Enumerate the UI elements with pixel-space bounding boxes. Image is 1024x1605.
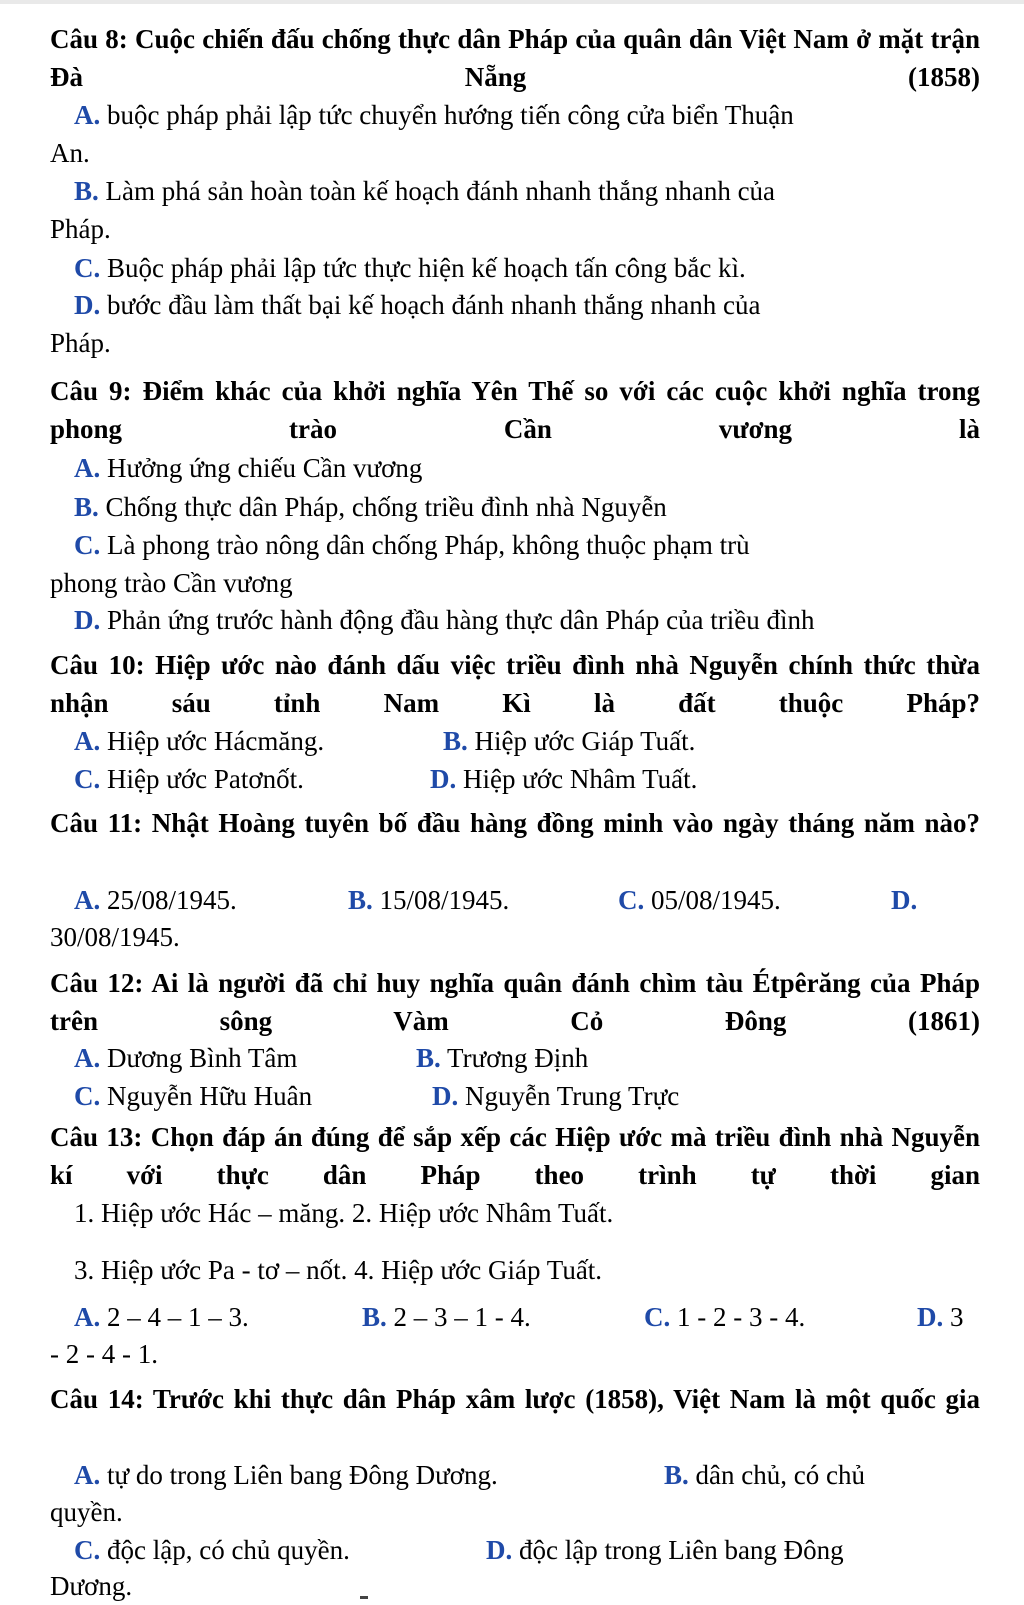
option-text: 2 – 4 – 1 – 3. [107,1302,249,1332]
q9-option-c [74,526,750,564]
q11-option-c [618,881,781,919]
q10-option-d [430,760,697,798]
cropped-text-fragment [360,1596,368,1599]
q13-treaty-list-2: 3. Hiệp ước Pa - tơ – nốt. 4. Hiệp ước Giáp Tuất. [74,1255,603,1285]
option-text: 2 – 3 – 1 - 4. [393,1302,531,1332]
option-letter: A. [74,1043,101,1073]
top-divider [0,0,1024,4]
option-text: Nguyễn Trung Trực [465,1081,680,1111]
option-letter: B. [664,1460,689,1490]
question-13-title: Câu 13: Chọn đáp án đúng để sắp xếp các Hiệp ước mà triều đình nhà Nguyễn kí với thực dân Pháp theo trình tự thời gian [50,1122,980,1190]
option-letter: A. [74,100,101,130]
option-text: Hưởng ứng chiếu Cần vương [107,453,423,483]
option-text: 05/08/1945. [651,885,781,915]
option-text: Hiệp ước Nhâm Tuất. [463,764,698,794]
option-letter: D. [74,290,101,320]
option-text: buộc pháp phải lập tức chuyển hướng tiến công cửa biển Thuận [107,100,794,130]
option-letter: C. [74,1081,101,1111]
q11-option-d-text: 30/08/1945. [50,922,180,952]
q12-option-b [416,1039,588,1077]
option-letter: B. [74,492,99,522]
option-letter: D. [74,605,101,635]
option-letter: C. [74,764,101,794]
q14-option-b [664,1456,865,1494]
question-9-title: Câu 9: Điểm khác của khởi nghĩa Yên Thế so với các cuộc khởi nghĩa trong phong trào Cần vương là [50,376,980,444]
option-text: Hiệp ước Patơnốt. [107,764,304,794]
option-letter: B. [416,1043,441,1073]
option-letter: B. [443,726,468,756]
option-letter: A. [74,726,101,756]
option-letter: A. [74,1460,101,1490]
q10-option-b [443,722,695,760]
option-text: độc lập trong Liên bang Đông [519,1535,844,1565]
option-letter: D. [432,1081,459,1111]
q13-option-c [644,1298,805,1336]
option-letter: B. [348,885,373,915]
q12-option-d [432,1077,679,1115]
option-text: bước đầu làm thất bại kế hoạch đánh nhanh thắng nhanh của [107,290,761,320]
question-11-title: Câu 11: Nhật Hoàng tuyên bố đầu hàng đồng minh vào ngày tháng năm nào? [50,808,980,838]
option-text: Trương Định [447,1043,589,1073]
q14-option-b-cont: quyền. [50,1497,123,1527]
q13-option-d [917,1298,964,1336]
q8-option-c [74,249,746,287]
q12-option-a [74,1039,297,1077]
q14-option-a [74,1456,498,1494]
option-letter: C. [618,885,645,915]
option-letter: D. [917,1302,944,1332]
q8-option-b [74,172,775,210]
option-text: Làm phá sản hoàn toàn kế hoạch đánh nhanh thắng nhanh của [105,176,776,206]
option-text: độc lập, có chủ quyền. [107,1535,350,1565]
q8-option-a [74,96,794,134]
option-text: Phản ứng trước hành động đầu hàng thực dân Pháp của triều đình [107,605,815,635]
option-letter: B. [362,1302,387,1332]
q8-option-b-cont: Pháp. [50,214,111,244]
option-text: Là phong trào nông dân chống Pháp, không thuộc phạm trù [107,530,750,560]
option-letter: A. [74,885,101,915]
question-8-title: Câu 8: Cuộc chiến đấu chống thực dân Pháp của quân dân Việt Nam ở mặt trận Đà Nẵng (1858) [50,24,980,92]
option-letter: C. [74,530,101,560]
q13-option-d-cont: - 2 - 4 - 1. [50,1339,158,1369]
option-text: 25/08/1945. [107,885,237,915]
q8-option-d [74,286,760,324]
option-text: Nguyễn Hữu Huân [107,1081,313,1111]
q14-option-d-cont: Dương. [50,1571,133,1601]
q13-option-a [74,1298,249,1336]
option-text: 1 - 2 - 3 - 4. [677,1302,806,1332]
q14-option-c [74,1531,350,1569]
q8-option-d-cont: Pháp. [50,328,111,358]
option-letter: D. [891,885,918,915]
option-text: Buộc pháp phải lập tức thực hiện kế hoạch tấn công bắc kì. [107,253,746,283]
question-12-title: Câu 12: Ai là người đã chỉ huy nghĩa quân đánh chìm tàu Étpêrăng của Pháp trên sông Vàm Cỏ Đông (1861) [50,968,980,1036]
option-text: Chống thực dân Pháp, chống triều đình nhà Nguyễn [105,492,667,522]
question-10-title: Câu 10: Hiệp ước nào đánh dấu việc triều đình nhà Nguyễn chính thức thừa nhận sáu tỉnh Nam Kì là đất thuộc Pháp? [50,650,980,718]
option-letter: C. [74,253,101,283]
question-14-title: Câu 14: Trước khi thực dân Pháp xâm lược (1858), Việt Nam là một quốc gia [50,1384,980,1414]
option-letter: D. [486,1535,513,1565]
q11-option-b [348,881,509,919]
q12-option-c [74,1077,312,1115]
q8-option-a-cont: An. [50,138,90,168]
option-letter: D. [430,764,457,794]
q9-option-a [74,449,422,487]
option-letter: A. [74,1302,101,1332]
option-text: dân chủ, có chủ [695,1460,865,1490]
q9-option-d [74,601,815,639]
q13-treaty-list-1: 1. Hiệp ước Hác – măng. 2. Hiệp ước Nhâm Tuất. [74,1198,614,1228]
q14-option-d [486,1531,844,1569]
q9-option-c-cont: phong trào Cần vương [50,568,293,598]
q11-option-a [74,881,237,919]
q13-option-b [362,1298,531,1336]
option-text: Dương Bình Tâm [107,1043,298,1073]
option-text: Hiệp ước Hácmăng. [107,726,325,756]
option-text: 3 [950,1302,964,1332]
q11-option-d [891,881,917,919]
option-letter: C. [644,1302,671,1332]
option-letter: B. [74,176,99,206]
option-text: Hiệp ước Giáp Tuất. [474,726,696,756]
q9-option-b [74,488,667,526]
option-letter: C. [74,1535,101,1565]
option-text: tự do trong Liên bang Đông Dương. [107,1460,498,1490]
q10-option-c [74,760,304,798]
option-text: 15/08/1945. [379,885,510,915]
option-letter: A. [74,453,101,483]
q10-option-a [74,722,324,760]
